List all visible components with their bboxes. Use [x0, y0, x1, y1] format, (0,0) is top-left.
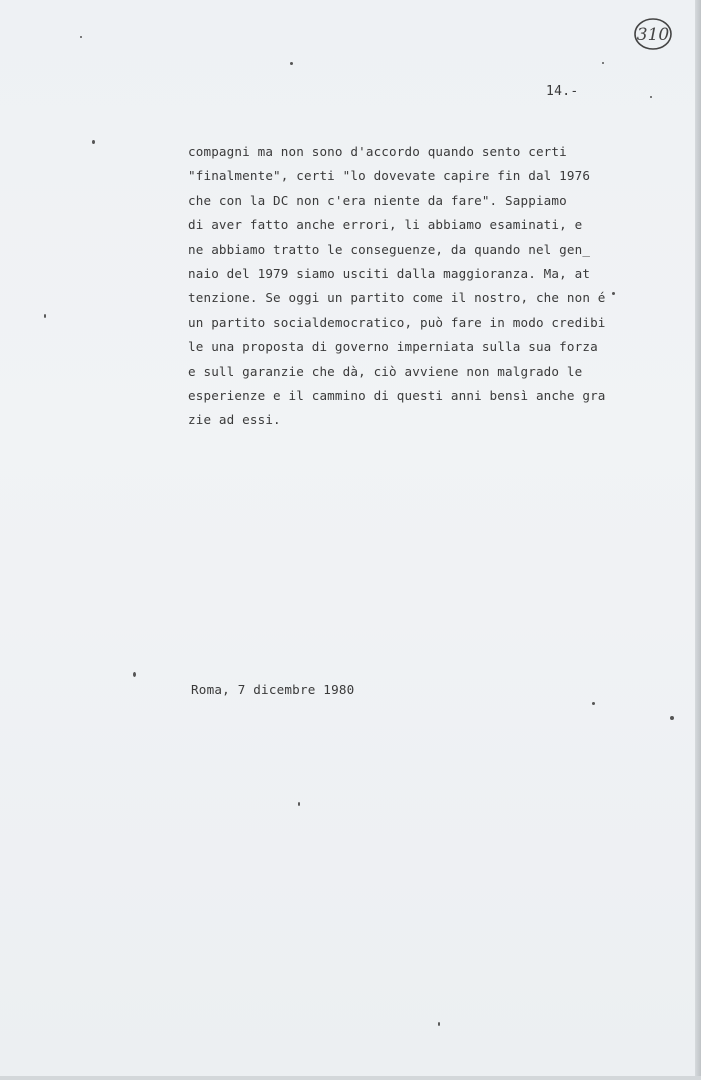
text-line: le una proposta di governo imperniata sulla sua forza	[188, 339, 598, 355]
scan-speck	[92, 140, 95, 144]
scan-speck	[602, 62, 604, 64]
text-line: ne abbiamo tratto le conseguenze, da quando nel gen_	[188, 241, 591, 257]
page-bottom-edge	[0, 1076, 701, 1080]
text-line: naio del 1979 siamo usciti dalla maggioranza. Ma, at	[188, 265, 591, 281]
text-line: di aver fatto anche errori, li abbiamo esaminati, e	[188, 217, 583, 233]
scan-speck	[80, 36, 82, 38]
text-line: e sull garanzie che dà, ciò avviene non malgrado le	[188, 363, 583, 379]
scan-speck	[44, 314, 46, 318]
stamp-number: 310	[636, 25, 670, 45]
scan-speck	[612, 292, 615, 295]
scan-speck	[670, 716, 674, 720]
page-number: 14.-	[546, 84, 579, 99]
text-line: compagni ma non sono d'accordo quando sento certi	[188, 144, 567, 159]
text-line: tenzione. Se oggi un partito come il nostro, che non é	[188, 290, 606, 306]
scan-speck	[298, 802, 300, 806]
scan-speck	[133, 672, 136, 677]
scan-speck	[592, 702, 595, 705]
date-signature-line: Roma, 7 dicembre 1980	[191, 682, 355, 697]
body-paragraph	[188, 140, 628, 433]
scan-speck	[438, 1022, 440, 1026]
text-line: "finalmente", certi "lo dovevate capire fin dal 1976	[188, 168, 591, 184]
archive-stamp	[633, 16, 673, 52]
text-line: che con la DC non c'era niente da fare". Sappiamo	[188, 192, 567, 208]
scan-speck	[290, 62, 293, 65]
text-line: un partito socialdemocratico, può fare in modo credibi	[188, 314, 606, 330]
page-edge-shadow	[695, 0, 701, 1080]
scan-speck	[650, 96, 652, 98]
text-line: zie ad essi.	[188, 412, 281, 428]
text-line: esperienze e il cammino di questi anni bensì anche gra	[188, 387, 606, 403]
